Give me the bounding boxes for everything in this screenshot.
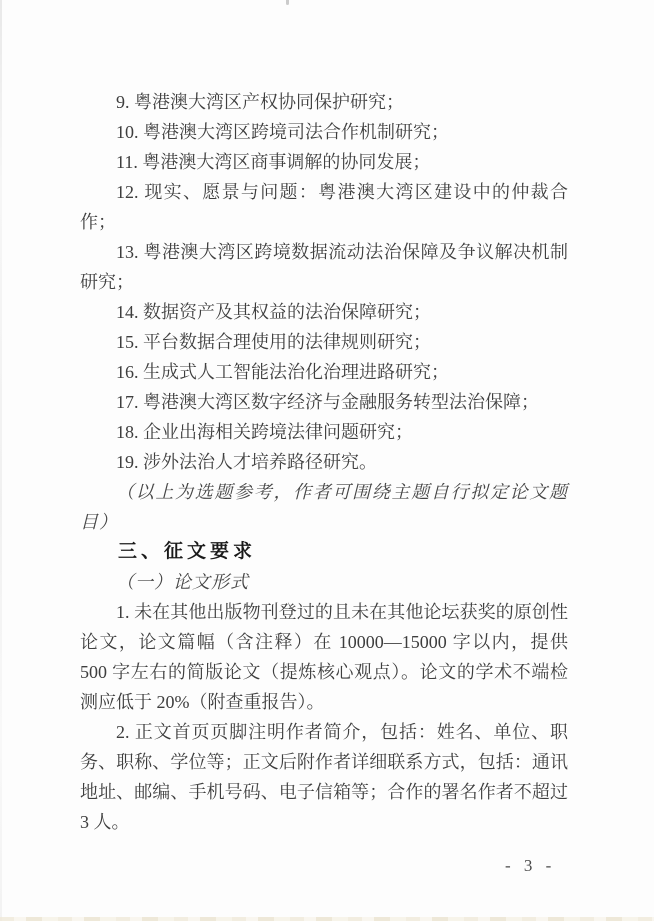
document-body — [80, 87, 568, 837]
topic-item-18: 18. 企业出海相关跨境法律问题研究； — [116, 422, 413, 442]
topic-item-10: 10. 粤港澳大湾区跨境司法合作机制研究； — [116, 122, 449, 142]
topic-item-17: 17. 粤港澳大湾区数字经济与金融服务转型法治保障； — [116, 392, 539, 412]
topic-item-15: 15. 平台数据合理使用的法律规则研究； — [116, 332, 431, 352]
subsection-heading: （一）论文形式 — [116, 572, 249, 592]
scan-artifact-left-edge — [0, 0, 2, 921]
topic-item-9: 9. 粤港澳大湾区产权协同保护研究； — [116, 92, 404, 112]
topics-note: （以上为选题参考，作者可围绕主题自行拟定论文题目） — [80, 482, 568, 532]
topic-item-16: 16. 生成式人工智能法治化治理进路研究； — [116, 362, 449, 382]
page-number: - 3 - — [505, 856, 554, 875]
section-heading: 三、征文要求 — [118, 541, 257, 562]
topic-item-19: 19. 涉外法治人才培养路径研究。 — [116, 452, 377, 472]
paragraph-2: 2. 正文首页页脚注明作者简介，包括：姓名、单位、职务、职称、学位等；正文后附作者详细联系方式，包括：通讯地址、邮编、手机号码、电子信箱等；合作的署名作者不超过 3 人。 — [80, 722, 568, 832]
scan-artifact-top — [286, 0, 289, 5]
scan-artifact-bottom — [0, 917, 654, 921]
topic-item-14: 14. 数据资产及其权益的法治保障研究； — [116, 302, 431, 322]
topic-item-12: 12. 现实、愿景与问题：粤港澳大湾区建设中的仲裁合作； — [80, 182, 568, 232]
topic-item-13: 13. 粤港澳大湾区跨境数据流动法治保障及争议解决机制研究； — [80, 242, 568, 292]
topic-item-11: 11. 粤港澳大湾区商事调解的协同发展； — [116, 152, 431, 172]
paragraph-1: 1. 未在其他出版物刊登过的且未在其他论坛获奖的原创性论文，论文篇幅（含注释）在 10000—15000 字以内，提供 500 字左右的简版论文（提炼核心观点）。论文的学术不端检测应低于 20%（附查重报告）。 — [80, 602, 568, 712]
